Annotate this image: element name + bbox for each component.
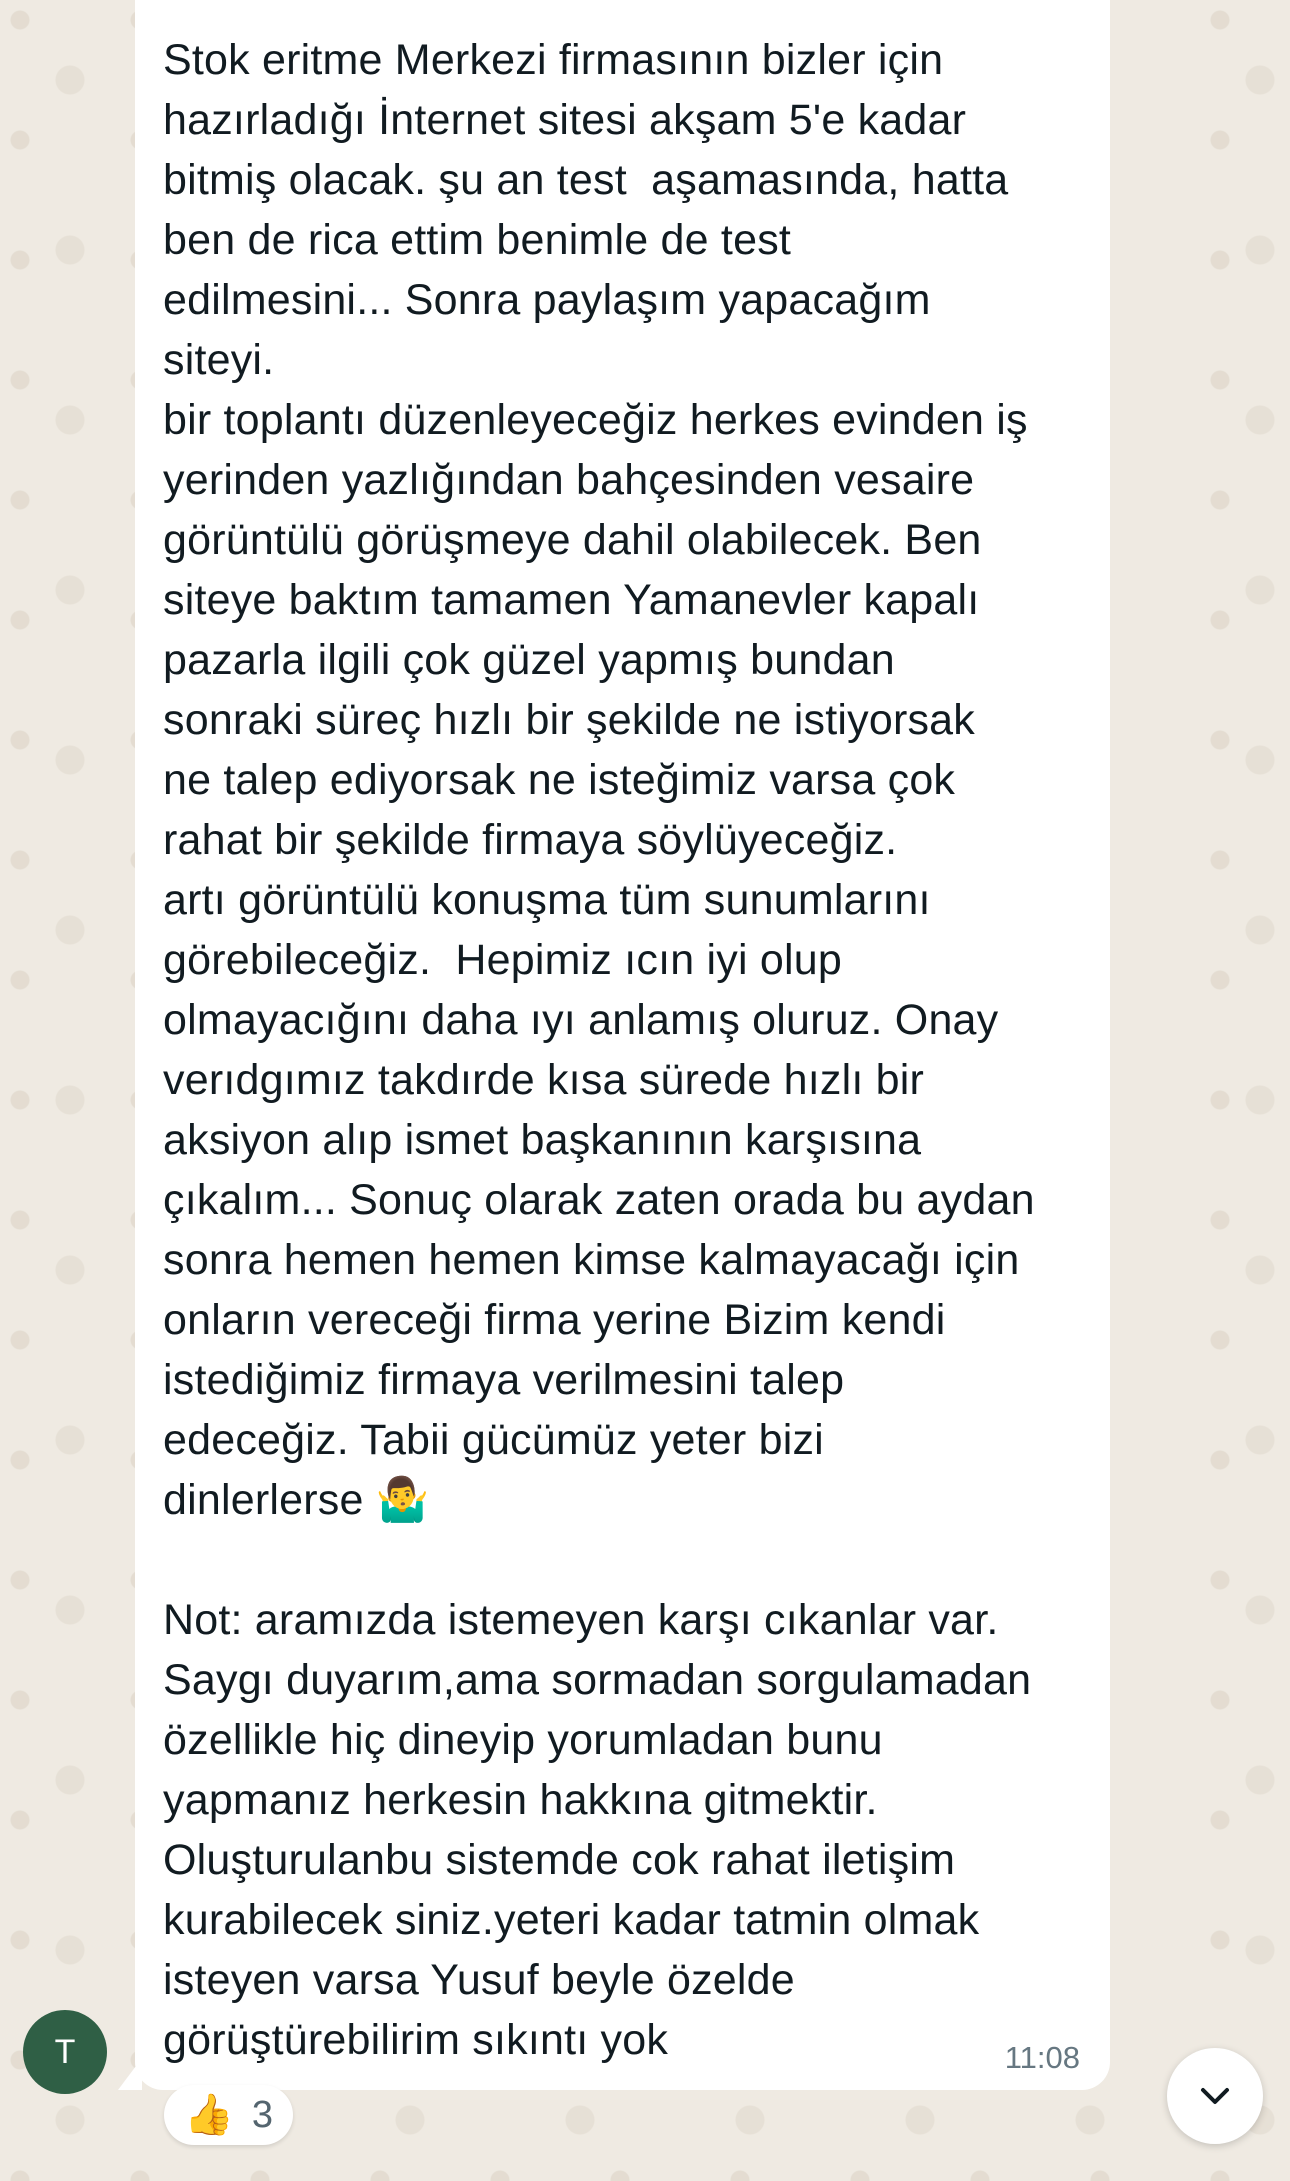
reaction-count: 3: [251, 2093, 273, 2136]
message-timestamp: 11:08: [1004, 2040, 1080, 2075]
message-text: Stok eritme Merkezi firmasının bizler için hazırladığı İnternet sitesi akşam 5'e kadar bitmiş olacak. şu an test aşamasında, hatta ben de rica ettim benimle de test edilmesini... Sonra paylaşım yapacağım siteyi. bir toplantı düzenleyeceğiz herkes evinden iş yerinden yazlığından bahçesinden vesaire görüntülü görüşmeye dahil olabilecek. Ben siteye baktım tamamen Yamanevler kapalı pazarla ilgili çok güzel yapmış bundan sonraki süreç hızlı bir şekilde ne istiyorsak ne talep ediyorsak ne isteğimiz varsa çok rahat bir şekilde firmaya söylüyeceğiz. artı görüntülü konuşma tüm sunumlarını görebileceğiz. Hepimiz ıcın iyi olup olmayacığını daha ıyı anlamış oluruz. Onay verıdgımız takdırde kısa sürede hızlı bir aksiyon alıp ismet başkanının karşısına çıkalım... Sonuç olarak zaten orada bu aydan sonra hemen hemen kimse kalmayacağı için onların vereceği firma yerine Bizim kendi istediğimiz firmaya verilmesini talep edeceğiz. Tabii gücümüz yeter bizi dinlerlerse 🤷‍♂️ Not: aramızda istemeyen karşı cıkanlar var. Saygı duyarım,ama sormadan sorgulamadan özellikle hiç dineyip yorumladan bunu yapmanız herkesin hakkına gitmektir. Oluşturulanbu sistemde cok rahat iletişim kurabilecek siniz.yeteri kadar tatmin olmak isteyen varsa Yusuf beyle özelde görüştürebilirim sıkıntı yok: [163, 36, 1035, 2064]
thumbs-up-icon: 👍: [184, 2092, 234, 2138]
chevron-down-icon: [1195, 2076, 1235, 2116]
scroll-to-bottom-button[interactable]: [1167, 2048, 1263, 2144]
message-bubble[interactable]: [135, 0, 1110, 2090]
avatar-initial: T: [54, 2032, 76, 2071]
reaction-badge[interactable]: [164, 2085, 293, 2145]
sender-avatar[interactable]: [23, 2010, 107, 2094]
